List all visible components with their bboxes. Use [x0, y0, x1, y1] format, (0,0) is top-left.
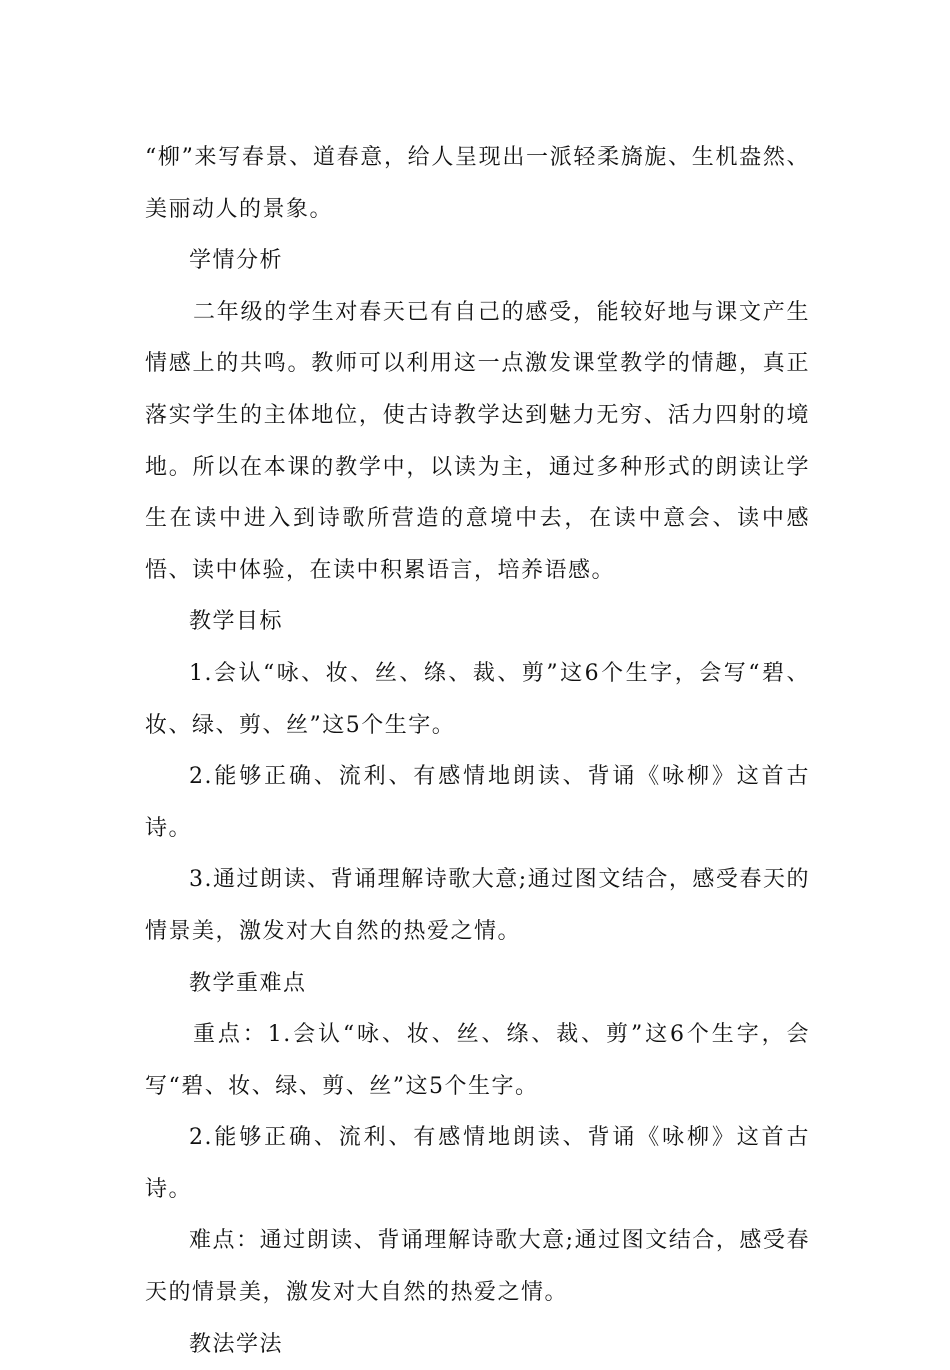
heading-teaching-goals: 教学目标	[189, 609, 284, 635]
key-point-1: 重点：1.会认“咏、妆、丝、绦、裁、剪”这6个生字，会写“碧、妆、绿、剪、丝”这5个生字。	[145, 1022, 810, 1099]
goal-item-2: 2.能够正确、流利、有感情地朗读、背诵《咏柳》这首古诗。	[145, 764, 810, 841]
learning-analysis-paragraph: 二年级的学生对春天已有自己的感受，能较好地与课文产生情感上的共鸣。教师可以利用这一点激发课堂教学的情趣，真正落实学生的主体地位，使古诗教学达到魅力无穷、活力四射的境地。所以在本课的教学中，以读为主，通过多种形式的朗读让学生在读中进入到诗歌所营造的意境中去，在读中意会、读中感悟、读中体验，在读中积累语言，培养语感。	[145, 299, 810, 583]
heading-learning-analysis: 学情分析	[189, 248, 284, 274]
key-point-2: 2.能够正确、流利、有感情地朗读、背诵《咏柳》这首古诗。	[145, 1125, 810, 1202]
heading-teaching-methods: 教法学法	[189, 1331, 284, 1357]
goal-item-1: 1.会认“咏、妆、丝、绦、裁、剪”这6个生字，会写“碧、妆、绿、剪、丝”这5个生字。	[145, 660, 810, 738]
document-page	[145, 132, 810, 1370]
goal-item-3: 3.通过朗读、背诵理解诗歌大意;通过图文结合，感受春天的情景美，激发对大自然的热爱之情。	[145, 867, 810, 944]
difficult-point: 难点：通过朗读、背诵理解诗歌大意;通过图文结合，感受春天的情景美，激发对大自然的热爱之情。	[145, 1228, 810, 1306]
heading-key-difficult-points: 教学重难点	[189, 970, 307, 996]
intro-paragraph: “柳”来写春景、道春意，给人呈现出一派轻柔旖旎、生机盎然、美丽动人的景象。	[145, 145, 810, 222]
